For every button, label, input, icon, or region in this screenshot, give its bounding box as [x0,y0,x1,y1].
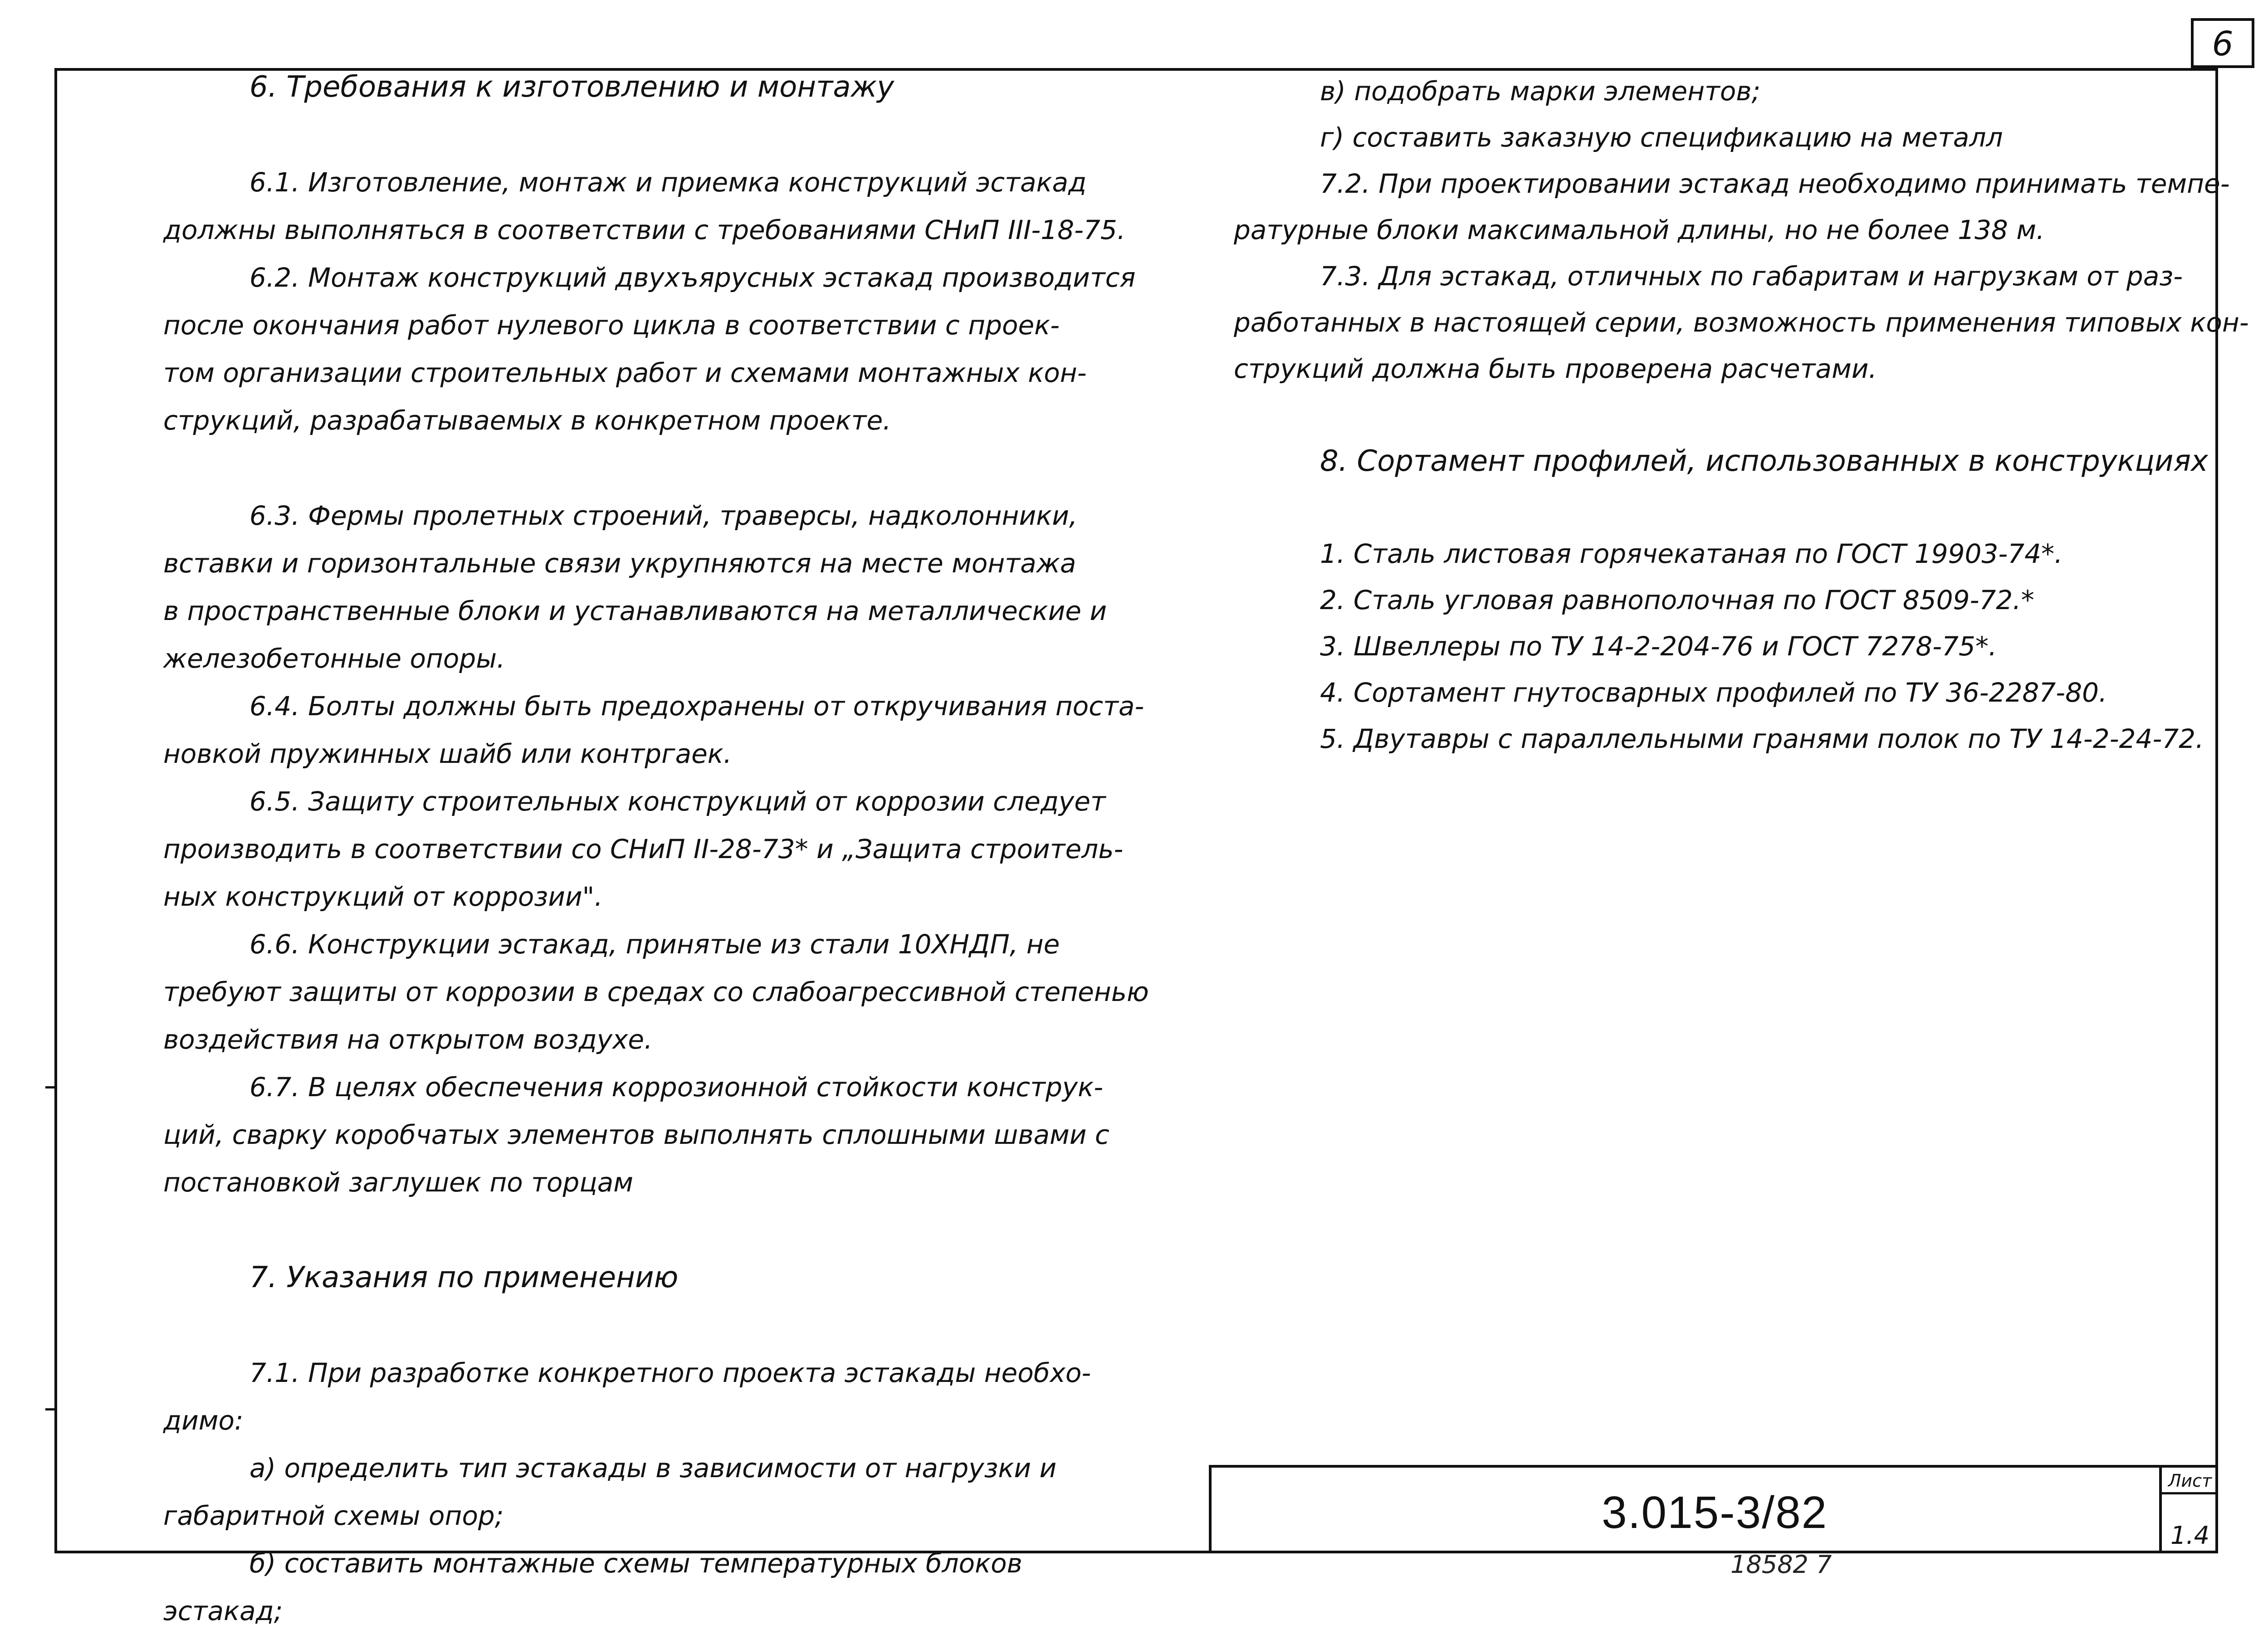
binding-tick [45,1408,55,1410]
right-text-column [1234,68,2249,762]
text-line: 5. Двутавры с параллельными гранями полок по ТУ 14-2-24-72. [1320,723,2204,754]
text-line: г) составить заказную спецификацию на металл [1320,122,2003,153]
text-line: струкций должна быть проверена расчетами. [1234,353,1877,384]
text-line: постановкой заглушек по торцам [163,1167,634,1198]
sheet-label: Лист [2162,1469,2218,1494]
section-heading: 8. Сортамент профилей, использованных в конструкциях [1320,444,2208,478]
text-line [1234,392,2249,438]
text-line: 2. Сталь угловая равнополочная по ГОСТ 8509-72.* [1320,585,2034,615]
text-line: том организации строительных работ и схемами монтажных кон- [163,357,1087,388]
text-line: 6.7. В целях обеспечения коррозионной стойкости конструк- [249,1072,1104,1103]
text-line [1234,484,2249,531]
text-line: работанных в настоящей серии, возможность применения типовых кон- [1234,307,2249,338]
text-line [163,1302,1149,1349]
text-line: новкой пружинных шайб или контргаек. [163,738,732,769]
text-line: 6.5. Защиту строительных конструкций от коррозии следует [249,786,1106,817]
text-line: 7.3. Для эстакад, отличных по габаритам и нагрузкам от раз- [1320,261,2183,292]
document-code: 3.015-3/82 [1602,1487,1828,1538]
text-line: 6.1. Изготовление, монтаж и приемка конструкций эстакад [249,167,1087,198]
text-line [163,444,1149,492]
left-text-column [163,63,1149,1635]
corner-page-number: 6 [2212,24,2234,63]
text-line: 1. Сталь листовая горячекатаная по ГОСТ 19903-74*. [1320,538,2063,569]
binding-tick [45,1086,55,1088]
text-line: железобетонные опоры. [163,643,505,674]
section-heading: 6. Требования к изготовлению и монтажу [249,70,894,104]
text-line: 6.4. Болты должны быть предохранены от откручивания поста- [249,691,1144,722]
text-line: ратурные блоки максимальной длины, но не более 138 м. [1234,215,2045,245]
text-line [163,111,1149,159]
title-block [1209,1465,2218,1553]
text-line: ций, сварку коробчатых элементов выполнять сплошными швами с [163,1119,1110,1150]
section-heading: 7. Указания по применению [249,1261,679,1294]
text-line: 6.2. Монтаж конструкций двухъярусных эстакад производится [249,262,1136,293]
text-line: а) определить тип эстакады в зависимости от нагрузки и [249,1453,1057,1484]
text-line: требуют защиты от коррозии в средах со слабоагрессивной степенью [163,976,1149,1007]
text-line: 3. Швеллеры по ТУ 14-2-204-76 и ГОСТ 7278-75*. [1320,631,1997,662]
text-line: после окончания работ нулевого цикла в соответствии с проек- [163,310,1060,341]
text-line: производить в соответствии со СНиП II-28-73* и „Защита строитель- [163,834,1124,864]
text-line: эстакад; [163,1596,283,1626]
text-line: вставки и горизонтальные связи укрупняются на месте монтажа [163,548,1076,579]
sheet-box [2159,1468,2218,1553]
text-line: б) составить монтажные схемы температурных блоков [249,1548,1022,1579]
text-line: димо: [163,1405,244,1436]
sheet-number: 1.4 [2170,1521,2209,1550]
inventory-number: 18582 7 [1730,1550,1832,1579]
text-line: должны выполняться в соответствии с требованиями СНиП III-18-75. [163,215,1126,245]
corner-page-number-box [2191,18,2254,68]
text-line: в пространственные блоки и устанавливаются на металлические и [163,595,1107,626]
text-line: 6.3. Фермы пролетных строений, траверсы, надколонники, [249,500,1078,531]
text-line: габаритной схемы опор; [163,1500,504,1531]
text-line: в) подобрать марки элементов; [1320,76,1760,107]
text-line: 6.6. Конструкции эстакад, принятые из стали 10ХНДП, не [249,929,1060,960]
text-line: воздействия на открытом воздухе. [163,1024,653,1055]
text-line: 7.2. При проектировании эстакад необходимо принимать темпе- [1320,168,2230,199]
text-line: 7.1. При разработке конкретного проекта эстакады необхо- [249,1357,1091,1388]
text-line: 4. Сортамент гнутосварных профилей по ТУ 36-2287-80. [1320,677,2107,708]
text-line: струкций, разрабатываемых в конкретном проекте. [163,405,891,436]
text-line: ных конструкций от коррозии". [163,881,603,912]
text-line [163,1206,1149,1254]
